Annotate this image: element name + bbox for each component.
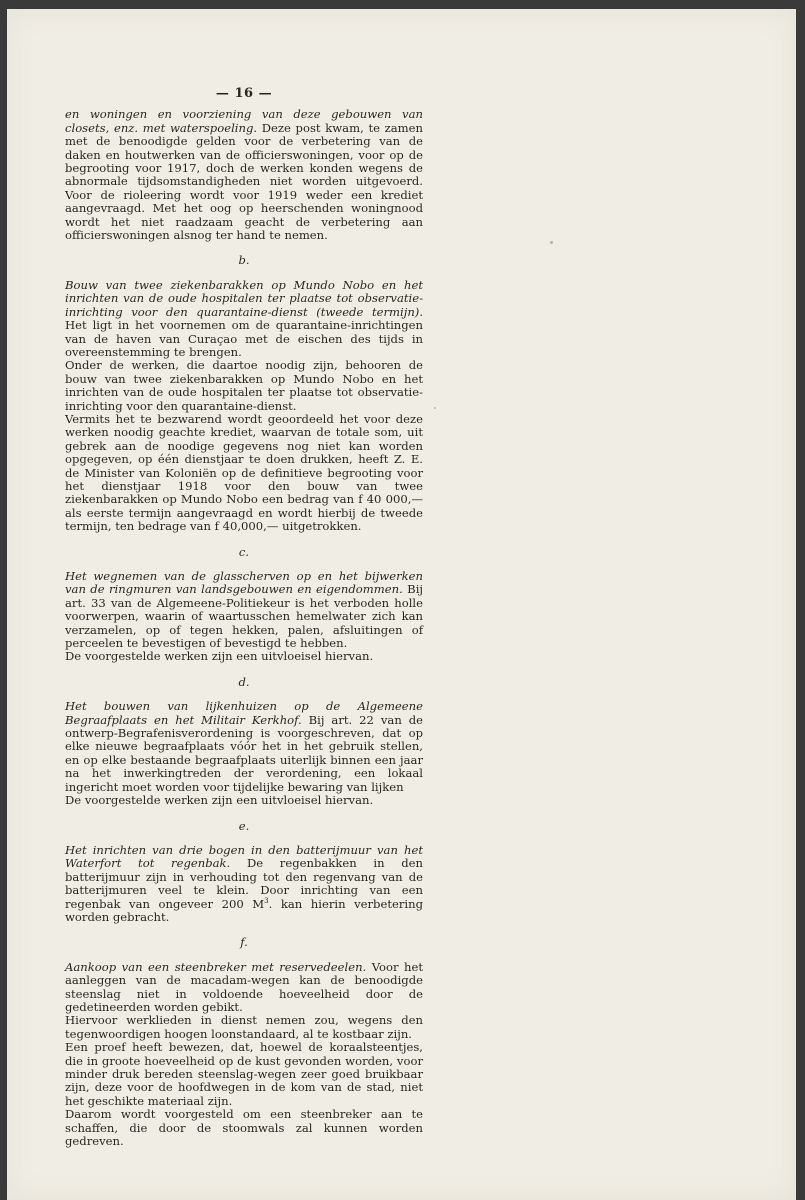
- section-b-paragraph-3: Vermits het te bezwarend wordt geoordeeld het voor deze werken noodig geachte krediet, waarvan de totale som, uit gebrek aan de noodige gegevens nog niet kan worden opgegeven, op één dienstjaar te doen drukken, heeft Z. E. de Minister van Koloniën op de definitieve begrooting voor het dienstjaar 1918 voor den bouw van twee ziekenbarakken op Mundo Nobo een bedrag van f 40 000,— als eerste termijn aangevraagd en wordt hierbij de tweede termijn, ten bedrage van f 40,000,— uitgetrokken.: [65, 411, 423, 534]
- paper-speck: [434, 407, 436, 409]
- section-d-paragraph-1: [65, 700, 423, 794]
- document-page: [7, 9, 796, 1200]
- section-e-text-end: . kan hierin verbetering worden gebracht.: [65, 896, 423, 924]
- section-letter-f: f.: [240, 935, 248, 950]
- section-b-heading: Bouw van twee ziekenbarakken op Mundo Nobo en het inrichten van de oude hospitalen ter plaatse tot observatie-inrichting voor den quarantaine-dienst (tweede termijn).: [65, 277, 423, 319]
- section-f-paragraph-1: [65, 961, 423, 1015]
- paper-speck: [550, 241, 553, 244]
- section-f-text-1: Voor het aanleggen van de macadam-wegen kan de benoodigde steenslag niet in voldoende hoeveelheid door de gedetineerden worden gebikt.: [65, 959, 423, 1014]
- section-c-paragraph-2: De voorgestelde werken zijn een uitvloeisel hiervan.: [65, 649, 374, 664]
- section-e-heading: Het inrichten van drie bogen in den batterijmuur van het Waterfort tot regenbak.: [65, 842, 423, 871]
- page-content: [65, 87, 423, 1148]
- section-f-paragraph-4: Daarom wordt voorgesteld om een steenbreker aan te schaffen, die door de stoomwals zal kunnen worden gedreven.: [65, 1107, 423, 1149]
- section-e-text-1: De regenbakken in den batterijmuur zijn in verhouding tot den regenvang van de batterijmuren veel te klein. Door inrichting van een regenbak van ongeveer 200 M: [65, 856, 423, 911]
- section-letter-b: b.: [238, 253, 250, 268]
- section-letter-c: c.: [238, 544, 250, 559]
- section-c-paragraph-1: [65, 570, 423, 650]
- section-f-paragraph-3: Een proef heeft bewezen, dat, hoewel de koraalsteentjes, die in groote hoeveelheid op de kust gevonden worden, voor minder druk bereden steenslag-wegen zeer goed bruikbaar zijn, deze voor de hoofdwegen in de kom van de stad, niet het geschikte materiaal zijn.: [65, 1040, 423, 1108]
- section-f-paragraph-2: Hiervoor werklieden in dienst nemen zou, wegens den tegenwoordigen hoogen loonstandaard, al te kostbaar zijn.: [65, 1013, 423, 1041]
- page-number: — 16 —: [215, 86, 273, 101]
- section-d-text-1: Bij art. 22 van de ontwerp-Begrafenisverordening is voorgeschreven, dat op elke nieuwe begraafplaats vóór het in het gebruik stellen, en op elke bestaande begraafplaats uiterlijk binnen een jaar na het inwerkingtreden der verordening, een lokaal ingericht moet worden voor tijdelijke bewaring van lijken: [65, 712, 424, 794]
- scan-border-top: [0, 0, 805, 9]
- section-c-heading: Het wegnemen van de glasscherven op en het bijwerken van de ringmuren van landsgebouwen en eigendommen.: [65, 569, 423, 597]
- scan-border-right: [796, 0, 805, 1200]
- section-e-paragraph-1: [65, 844, 423, 924]
- intro-text: Deze post kwam, te zamen met de benoodigde gelden voor de verbetering van de daken en houtwerken van de officierswoningen, voor op de begrooting voor 1917, doch de werken konden wegens de abnormale tijdsomstandigheden niet worden uitgevoerd. Voor de rioleering wordt voor 1919 weder een krediet aangevraagd. Met het oog op heerschenden woningnood wordt het niet raadzaam geacht de verbetering aan officierswoningen alsnog ter hand te nemen.: [65, 120, 423, 243]
- superscript-3: 3: [264, 896, 269, 905]
- section-d-paragraph-2: De voorgestelde werken zijn een uitvloeisel hiervan.: [65, 793, 374, 808]
- intro-paragraph: [65, 108, 423, 242]
- section-b-text-1: Het ligt in het voornemen om de quarantaine-inrichtingen van de haven van Curaçao met de eischen des tijds in overeenstemming te brengen.: [65, 318, 423, 359]
- section-letter-e: e.: [238, 818, 250, 833]
- intro-italic: en woningen en voorziening van deze gebouwen van closets, enz. met waterspoeling.: [65, 107, 423, 135]
- section-b-paragraph-1: [65, 279, 423, 359]
- section-d-heading: Het bouwen van lijkenhuizen op de Algemeene Begraafplaats en het Militair Kerkhof.: [65, 699, 423, 727]
- section-letter-d: d.: [238, 674, 250, 689]
- section-c-text-1: Bij art. 33 van de Algemeene-Politiekeur is het verboden holle voorwerpen, waarin of waartusschen hemelwater zich kan verzamelen, op of tegen hekken, palen, afsluitingen of perceelen te bevestigen of bevestigd te hebben.: [65, 582, 423, 651]
- section-f-heading: Aankoop van een steenbreker met reservedeelen.: [65, 959, 367, 974]
- section-b-paragraph-2: Onder de werken, die daartoe noodig zijn, behooren de bouw van twee ziekenbarakken op Mundo Nobo en het inrichten van de oude hospitalen ter plaatse tot observatie-inrichting voor den quarantaine-dienst.: [65, 358, 423, 413]
